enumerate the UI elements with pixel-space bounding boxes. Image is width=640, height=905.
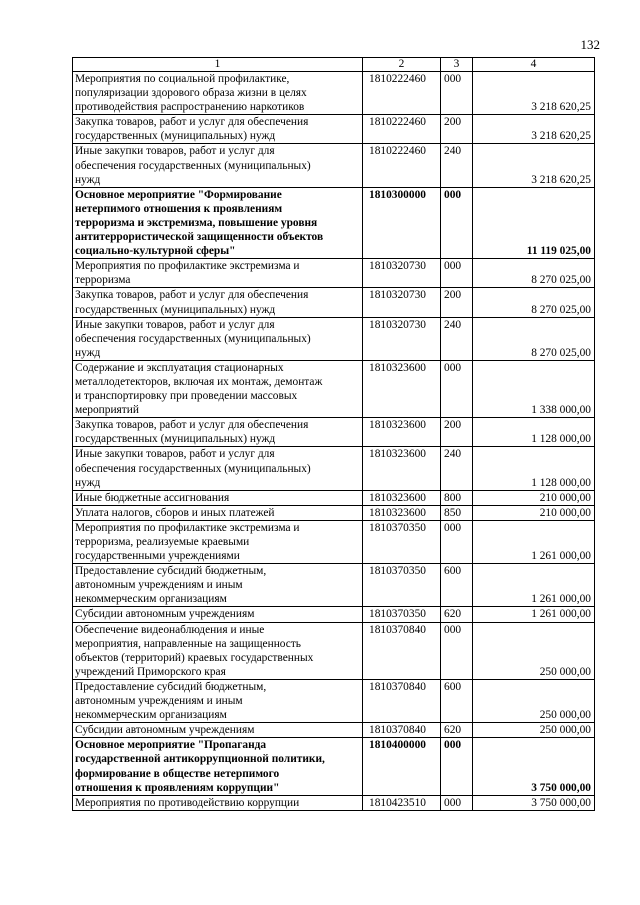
cell-sum: 3 218 620,25 [473, 144, 595, 187]
cell-name [73, 115, 363, 144]
cell-name [73, 564, 363, 607]
cell-name-line: нужд [75, 173, 101, 186]
cell-type: 240 [441, 447, 473, 490]
cell-name-line: популяризации здорового образа жизни в целях [75, 87, 307, 100]
cell-code: 1810423510 [363, 795, 441, 810]
cell-name-line: Мероприятия по противодействию коррупции [75, 796, 300, 809]
cell-code: 1810323600 [363, 447, 441, 490]
cell-type: 200 [441, 115, 473, 144]
cell-code: 1810370840 [363, 679, 441, 722]
cell-name-line: отношения к проявлениям коррупции" [75, 781, 280, 794]
table-row [73, 317, 595, 360]
table-row [73, 259, 595, 288]
cell-name-line: учреждений Приморского края [75, 665, 226, 678]
cell-code: 1810222460 [363, 72, 441, 115]
cell-name-line: обеспечения государственных (муниципальных) [75, 159, 311, 172]
table-row [73, 564, 595, 607]
cell-name-line: государственных (муниципальных) нужд [75, 130, 276, 143]
cell-name-line: некоммерческим организациям [75, 709, 227, 722]
cell-sum: 8 270 025,00 [473, 259, 595, 288]
cell-code: 1810320730 [363, 288, 441, 317]
cell-type: 600 [441, 679, 473, 722]
table-row [73, 622, 595, 679]
cell-code: 1810222460 [363, 115, 441, 144]
cell-name-line: Основное мероприятие "Формирование [75, 188, 282, 201]
cell-type: 000 [441, 795, 473, 810]
cell-name-line: нужд [75, 476, 101, 489]
cell-name [73, 187, 363, 258]
cell-name [73, 288, 363, 317]
cell-code: 1810370350 [363, 607, 441, 622]
cell-name-line: Закупка товаров, работ и услуг для обеспечения [75, 289, 309, 302]
table-row [73, 490, 595, 505]
cell-name [73, 723, 363, 738]
cell-code: 1810370350 [363, 520, 441, 563]
cell-name [73, 360, 363, 417]
cell-name-line: и транспортировку при проведении массовых [75, 390, 298, 403]
cell-sum: 8 270 025,00 [473, 288, 595, 317]
cell-type: 000 [441, 738, 473, 795]
header-cell-code: 2 [363, 58, 441, 72]
cell-name [73, 738, 363, 795]
cell-sum: 3 750 000,00 [473, 795, 595, 810]
cell-sum: 250 000,00 [473, 679, 595, 722]
cell-code: 1810320730 [363, 317, 441, 360]
cell-name-line: Мероприятия по профилактике экстремизма и [75, 521, 300, 534]
cell-code: 1810323600 [363, 505, 441, 520]
cell-name-line: мероприятий [75, 404, 139, 417]
cell-name [73, 317, 363, 360]
cell-sum: 1 261 000,00 [473, 520, 595, 563]
page-number: 132 [580, 37, 600, 52]
cell-code: 1810323600 [363, 418, 441, 447]
cell-name-line: объектов (территорий) краевых государственных [75, 651, 314, 664]
cell-name-line: металлодетекторов, включая их монтаж, демонтаж [75, 375, 323, 388]
cell-type: 200 [441, 418, 473, 447]
cell-name-line: терроризма [75, 274, 131, 287]
cell-name-line: Основное мероприятие "Пропаганда [75, 739, 267, 752]
cell-code: 1810323600 [363, 360, 441, 417]
cell-name-line: Иные бюджетные ассигнования [75, 491, 230, 504]
cell-type: 800 [441, 490, 473, 505]
cell-type: 240 [441, 144, 473, 187]
cell-name-line: Иные закупки товаров, работ и услуг для [75, 145, 275, 158]
cell-name-line: некоммерческим организациям [75, 593, 227, 606]
cell-name-line: нетерпимого отношения к проявлениям [75, 202, 283, 215]
table-row [73, 187, 595, 258]
table-row [73, 679, 595, 722]
cell-sum: 3 750 000,00 [473, 738, 595, 795]
cell-name-line: Мероприятия по профилактике экстремизма и [75, 260, 300, 273]
cell-name [73, 418, 363, 447]
cell-sum: 11 119 025,00 [473, 187, 595, 258]
cell-name [73, 144, 363, 187]
cell-name-line: Субсидии автономным учреждениям [75, 608, 255, 621]
cell-name-line: государственных (муниципальных) нужд [75, 303, 276, 316]
cell-type: 240 [441, 317, 473, 360]
cell-name-line: Закупка товаров, работ и услуг для обеспечения [75, 419, 309, 432]
cell-sum: 8 270 025,00 [473, 317, 595, 360]
cell-name [73, 520, 363, 563]
table-body [73, 72, 595, 811]
cell-sum: 1 338 000,00 [473, 360, 595, 417]
cell-name-line: Мероприятия по социальной профилактике, [75, 73, 290, 85]
cell-type: 850 [441, 505, 473, 520]
cell-sum: 3 218 620,25 [473, 72, 595, 115]
cell-sum: 210 000,00 [473, 490, 595, 505]
table-row [73, 795, 595, 810]
cell-code: 1810300000 [363, 187, 441, 258]
header-cell-name: 1 [73, 58, 363, 72]
cell-sum: 1 261 000,00 [473, 607, 595, 622]
cell-name [73, 447, 363, 490]
table-row [73, 144, 595, 187]
cell-name-line: нужд [75, 346, 101, 359]
table-row [73, 447, 595, 490]
cell-name-line: обеспечения государственных (муниципальных) [75, 462, 311, 475]
table-row [73, 115, 595, 144]
cell-name-line: Обеспечение видеонаблюдения и иные [75, 623, 265, 636]
cell-name [73, 490, 363, 505]
cell-sum: 210 000,00 [473, 505, 595, 520]
table-row [73, 520, 595, 563]
cell-name-line: государственной антикоррупционной политики, [75, 753, 325, 766]
cell-name-line: терроризма и экстремизма, повышение уровня [75, 216, 318, 229]
cell-name [73, 505, 363, 520]
table-row [73, 738, 595, 795]
cell-name-line: Уплата налогов, сборов и иных платежей [75, 506, 275, 519]
cell-name-line: государственными учреждениями [75, 550, 240, 563]
cell-name-line: мероприятия, направленные на защищенность [75, 637, 301, 650]
cell-type: 000 [441, 520, 473, 563]
cell-type: 620 [441, 723, 473, 738]
cell-type: 000 [441, 72, 473, 115]
cell-code: 1810370840 [363, 723, 441, 738]
cell-name-line: противодействия распространению наркотиков [75, 101, 305, 114]
cell-name-line: антитеррористической защищенности объектов [75, 231, 324, 244]
cell-sum: 3 218 620,25 [473, 115, 595, 144]
table-row [73, 360, 595, 417]
cell-type: 620 [441, 607, 473, 622]
cell-code: 1810400000 [363, 738, 441, 795]
cell-sum: 1 261 000,00 [473, 564, 595, 607]
cell-sum: 1 128 000,00 [473, 418, 595, 447]
cell-name-line: обеспечения государственных (муниципальных) [75, 332, 311, 345]
cell-code: 1810323600 [363, 490, 441, 505]
cell-code: 1810370350 [363, 564, 441, 607]
cell-name [73, 259, 363, 288]
cell-sum: 250 000,00 [473, 622, 595, 679]
cell-type: 000 [441, 259, 473, 288]
cell-name-line: Иные закупки товаров, работ и услуг для [75, 318, 275, 331]
budget-table [72, 57, 595, 811]
cell-code: 1810320730 [363, 259, 441, 288]
header-cell-sum: 4 [473, 58, 595, 72]
cell-name-line: Субсидии автономным учреждениям [75, 724, 255, 737]
cell-name [73, 679, 363, 722]
cell-type: 000 [441, 622, 473, 679]
cell-type: 200 [441, 288, 473, 317]
cell-name-line: Предоставление субсидий бюджетным, [75, 680, 267, 693]
table-row [73, 288, 595, 317]
cell-code: 1810222460 [363, 144, 441, 187]
cell-type: 000 [441, 187, 473, 258]
cell-name [73, 607, 363, 622]
table-row [73, 72, 595, 115]
cell-name-line: терроризма, реализуемые краевыми [75, 536, 250, 548]
cell-name [73, 622, 363, 679]
table-row [73, 607, 595, 622]
cell-name-line: формирование в обществе нетерпимого [75, 767, 280, 780]
cell-name [73, 795, 363, 810]
table-row [73, 723, 595, 738]
table-row [73, 418, 595, 447]
cell-name [73, 72, 363, 115]
cell-name-line: Иные закупки товаров, работ и услуг для [75, 448, 275, 461]
cell-name-line: автономным учреждениям и иным [75, 695, 243, 708]
cell-name-line: Предоставление субсидий бюджетным, [75, 565, 267, 578]
table-row [73, 505, 595, 520]
cell-type: 600 [441, 564, 473, 607]
cell-name-line: Содержание и эксплуатация стационарных [75, 361, 284, 374]
cell-sum: 1 128 000,00 [473, 447, 595, 490]
cell-sum: 250 000,00 [473, 723, 595, 738]
cell-name-line: автономным учреждениям и иным [75, 579, 243, 592]
cell-name-line: Закупка товаров, работ и услуг для обеспечения [75, 116, 309, 129]
cell-type: 000 [441, 360, 473, 417]
cell-name-line: социально-культурной сферы" [75, 245, 236, 258]
header-cell-type: 3 [441, 58, 473, 72]
header-row [73, 58, 595, 72]
cell-name-line: государственных (муниципальных) нужд [75, 433, 276, 446]
cell-code: 1810370840 [363, 622, 441, 679]
